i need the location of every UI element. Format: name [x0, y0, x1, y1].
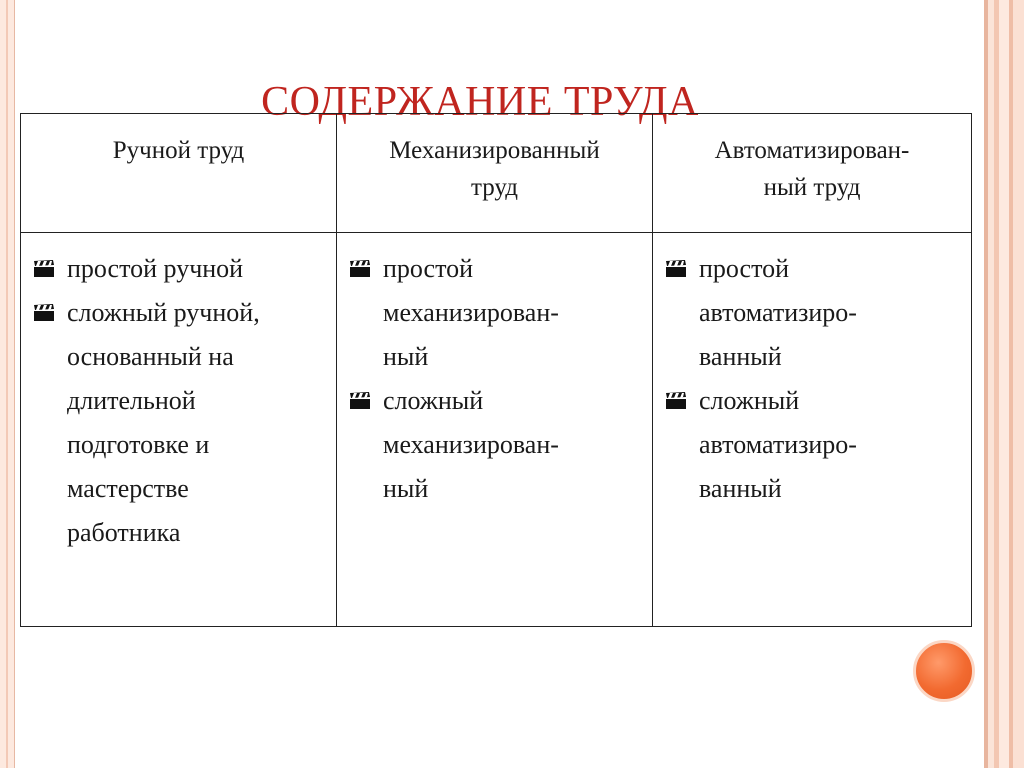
list-item — [665, 247, 963, 379]
decorative-orange-circle — [913, 640, 975, 702]
list-mechanized-labor — [349, 247, 644, 511]
clapperboard-icon — [33, 304, 55, 322]
table-header-row — [21, 114, 972, 233]
list-item-line: длительной — [67, 386, 196, 415]
list-item-line: простой — [383, 254, 474, 283]
list-automated-labor — [665, 247, 963, 511]
list-item-line: ванный — [699, 342, 782, 371]
header-line: ный труд — [763, 174, 861, 201]
right-frame-decoration — [984, 0, 1024, 768]
list-item-line: автоматизиро- — [699, 430, 857, 459]
list-item-line: сложный ручной, — [67, 298, 260, 327]
header-mechanized-labor — [337, 114, 653, 233]
list-item-line: мастерстве — [67, 474, 189, 503]
list-item-line: сложный — [383, 386, 484, 415]
list-item — [665, 379, 963, 511]
header-manual-labor — [21, 114, 337, 233]
list-item-line: простой — [699, 254, 790, 283]
clapperboard-icon — [33, 260, 55, 278]
cell-manual-labor — [21, 233, 337, 627]
list-item-line: работника — [67, 518, 181, 547]
clapperboard-icon — [349, 392, 371, 410]
list-manual-labor — [33, 247, 328, 555]
header-line: Автоматизирован- — [714, 137, 910, 164]
clapperboard-icon — [349, 260, 371, 278]
cell-automated-labor — [653, 233, 972, 627]
clapperboard-icon — [665, 392, 687, 410]
list-item — [349, 247, 644, 379]
header-automated-labor — [653, 114, 972, 233]
header-line: Механизированный — [389, 137, 600, 164]
list-item-line: подготовке и — [67, 430, 210, 459]
list-item-line: основанный на — [67, 342, 234, 371]
list-item-line: простой ручной — [67, 254, 244, 283]
list-item — [33, 247, 328, 291]
list-item-line: механизирован- — [383, 298, 559, 327]
list-item — [33, 291, 328, 555]
list-item-line: ный — [383, 342, 429, 371]
labor-content-table — [20, 113, 972, 627]
table-body-row — [21, 233, 972, 627]
slide-title: СОДЕРЖАНИЕ ТРУДА — [261, 79, 699, 126]
header-line: труд — [470, 174, 519, 201]
list-item — [349, 379, 644, 511]
list-item-line: автоматизиро- — [699, 298, 857, 327]
left-frame-decoration — [0, 0, 15, 768]
cell-mechanized-labor — [337, 233, 653, 627]
list-item-line: механизирован- — [383, 430, 559, 459]
clapperboard-icon — [665, 260, 687, 278]
header-line: Ручной труд — [112, 137, 245, 164]
list-item-line: сложный — [699, 386, 800, 415]
list-item-line: ванный — [699, 474, 782, 503]
list-item-line: ный — [383, 474, 429, 503]
